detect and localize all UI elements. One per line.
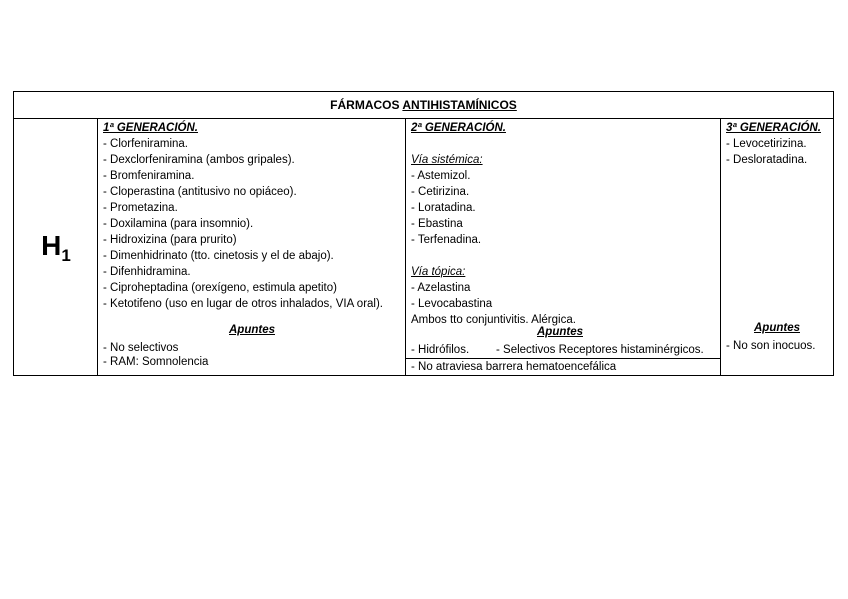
list-item: - Selectivos Receptores histaminérgicos. bbox=[496, 344, 704, 356]
gen2-topical-label: Vía tópica: bbox=[411, 266, 466, 278]
title-prefix: FÁRMACOS bbox=[330, 98, 403, 112]
list-item: - Difenhidramina. bbox=[103, 266, 191, 278]
title-underlined: ANTIHISTAMÍNICOS bbox=[402, 98, 517, 112]
list-item: - Ebastina bbox=[411, 218, 463, 230]
list-item: - Loratadina. bbox=[411, 202, 476, 214]
gen3-cell bbox=[721, 119, 833, 375]
list-item: - Levocabastina bbox=[411, 298, 493, 310]
list-item: - Astemizol. bbox=[411, 170, 471, 182]
gen1-apuntes-label: Apuntes bbox=[229, 324, 275, 336]
list-item: - Hidrófilos. bbox=[411, 344, 470, 356]
gen2-apuntes-label: Apuntes bbox=[537, 326, 583, 338]
list-item: - Hidroxizina (para prurito) bbox=[103, 234, 237, 246]
list-item: - Prometazina. bbox=[103, 202, 178, 214]
antihistamine-table bbox=[13, 91, 834, 376]
gen3-header: 3ª GENERACIÓN. bbox=[726, 122, 821, 134]
h1-label: $H_1$ bbox=[41, 230, 71, 265]
list-item: - No selectivos bbox=[103, 342, 179, 354]
list-item: - Levocetirizina. bbox=[726, 138, 807, 150]
list-item: - Bromfeniramina. bbox=[103, 170, 195, 182]
list-item: - Doxilamina (para insomnio). bbox=[103, 218, 254, 230]
row-label-cell bbox=[14, 119, 98, 375]
list-item: - Clorfeniramina. bbox=[103, 138, 188, 150]
list-item: - Dexclorfeniramina (ambos gripales). bbox=[103, 154, 295, 166]
list-item: - No atraviesa barrera hematoencefálica bbox=[411, 361, 617, 373]
list-item: - Azelastina bbox=[411, 282, 471, 294]
gen3-apuntes-label: Apuntes bbox=[754, 322, 800, 334]
gen1-cell bbox=[98, 119, 406, 375]
list-item: - Cloperastina (antitusivo no opiáceo). bbox=[103, 186, 297, 198]
list-item: - RAM: Somnolencia bbox=[103, 356, 209, 368]
list-item: - Ketotifeno (uso en lugar de otros inhalados, VIA oral). bbox=[103, 298, 383, 310]
gen2-note: Ambos tto conjuntivitis. Alérgica. bbox=[411, 314, 576, 326]
list-item: - Cetirizina. bbox=[411, 186, 470, 198]
list-item: - No son inocuos. bbox=[726, 340, 816, 352]
gen1-header: 1ª GENERACIÓN. bbox=[103, 122, 198, 134]
list-item: - Dimenhidrinato (tto. cinetosis y el de abajo). bbox=[103, 250, 334, 262]
gen2-systemic-label: Vía sistémica: bbox=[411, 154, 483, 166]
table-title bbox=[14, 92, 833, 119]
gen2-header: 2ª GENERACIÓN. bbox=[411, 122, 506, 134]
gen2-cell bbox=[406, 119, 721, 375]
list-item: - Desloratadina. bbox=[726, 154, 808, 166]
list-item: - Ciproheptadina (orexígeno, estimula apetito) bbox=[103, 282, 337, 294]
list-item: - Terfenadina. bbox=[411, 234, 482, 246]
